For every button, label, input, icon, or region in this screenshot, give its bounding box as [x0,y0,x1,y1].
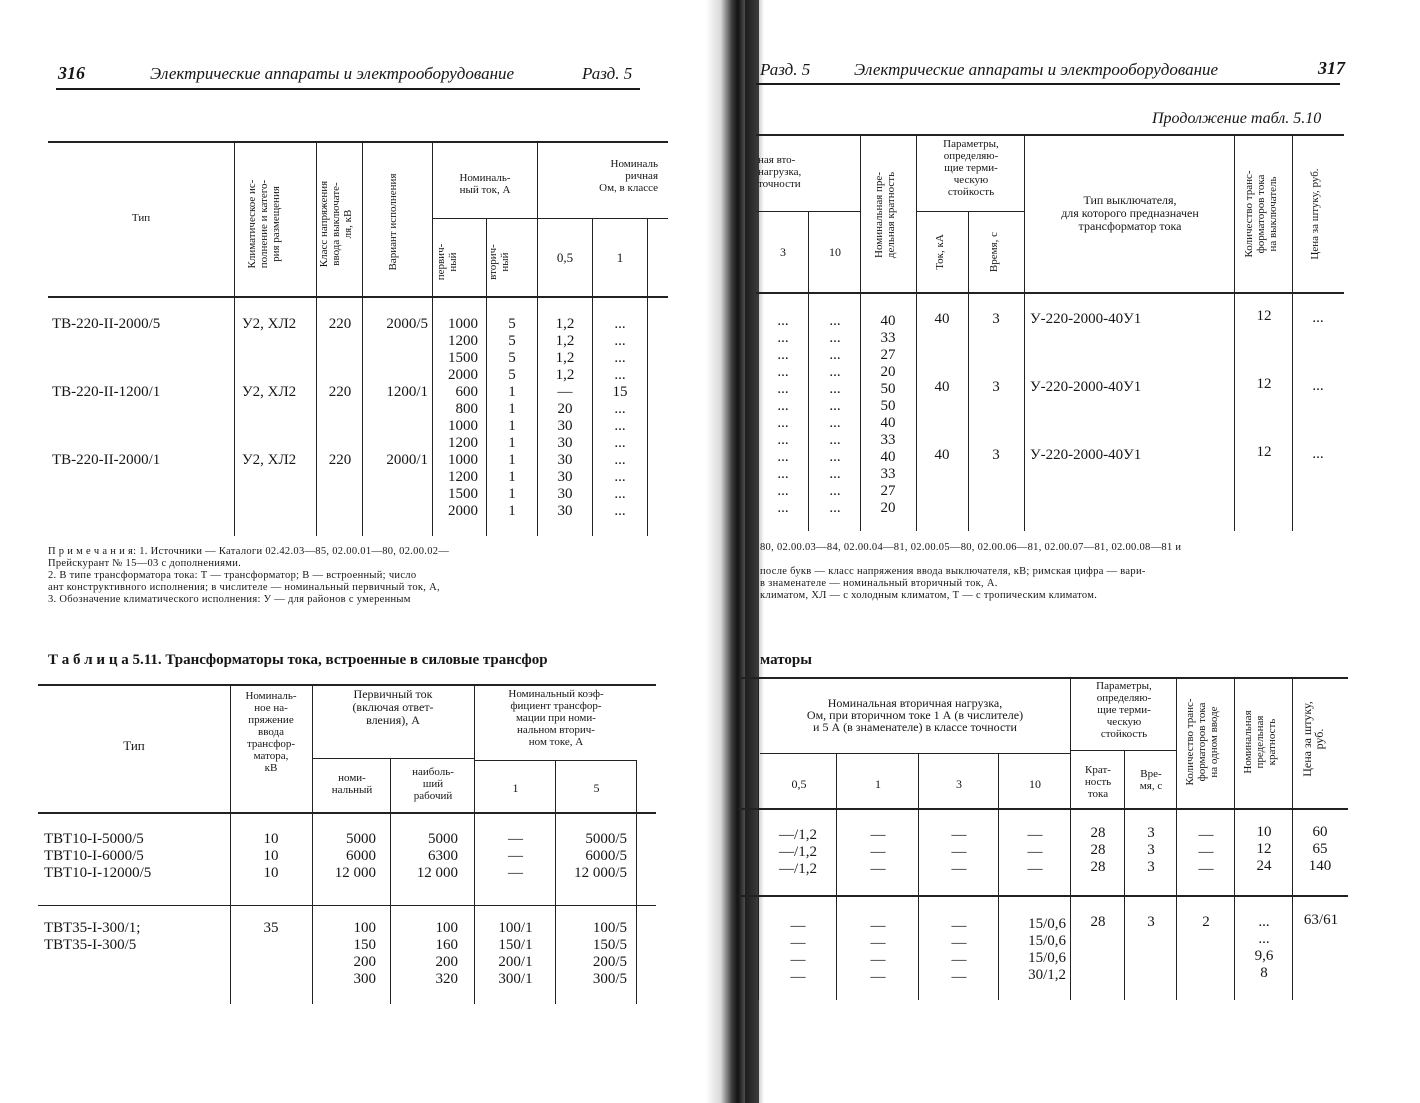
rb-group1-price: 60 65 140 [1308,824,1332,874]
b-group2-ratio-1: 100/1 150/1 200/1 300/1 [498,920,533,987]
r-price-1: ... [1312,310,1324,326]
b-group2-ratio-5: 100/5 150/5 200/5 300/5 [592,920,627,987]
rb-group1-c05: —/1,2 —/1,2 —/1,2 [779,827,817,877]
r-col-header-price: Цена за штуку, руб. [1309,168,1321,260]
left-section: Разд. 5 [582,64,633,83]
row-voltage-3: 220 [328,452,352,468]
rb-col-header-05: 0,5 [791,777,807,791]
r-breaker-3: У-220-2000-40У1 [1030,447,1142,463]
r-count-3: 12 [1256,444,1272,460]
b-group1-ratio-5: 5000/5 6000/5 12 000/5 [574,831,627,881]
rb-col-header-mult: Крат- ность тока [1084,764,1112,800]
rb-group2-c10: 15/0,6 15/0,6 15/0,6 30/1,2 [1028,916,1066,983]
rb-group1-time: 3 3 3 [1147,825,1155,875]
rb-group1-c1: — — — [870,827,886,877]
r-col-header-thermal: Параметры, определяю- щие терми- ческую стойкость [943,138,999,198]
rb-col-header-load: Номинальная вторичная нагрузка, Ом, при вторичном токе 1 А (в числителе) и 5 А (в знаменателе) в классе точности [806,696,1024,734]
row-type-3: ТВ-220-II-2000/1 [52,452,161,468]
right-header-rule [756,83,1340,85]
b-group1-types: ТВТ10-I-5000/5 ТВТ10-I-6000/5 ТВТ10-I-12000/5 [44,831,152,881]
row-type-2: ТВ-220-II-1200/1 [52,384,161,400]
rb-col-header-price: Цена за штуку, руб. [1300,701,1326,777]
secondary-current-column: 5 5 5 5 1 1 1 1 1 1 1 1 [508,316,516,519]
row-climate-3: У2, ХЛ2 [242,452,297,468]
col-header-type: Тип [131,212,151,224]
r-col-header-count: Количество транс- форматоров тока на выключатель [1243,170,1279,258]
b-col-header-primary-current: Первичный ток (включая ответ- вления), А [352,687,434,727]
rb-group2-c05: — — — — [790,918,806,985]
row-voltage-2: 220 [328,384,352,400]
rb-group1-limit: 10 12 24 [1256,824,1272,874]
b-col-header-nominal: номи- нальный [331,772,373,796]
r-breaker-1: У-220-2000-40У1 [1030,311,1142,327]
r-col-header-multiplicity: Номинальная пре- дельная кратность [873,171,897,259]
r-col-header-current-ka: Ток, кА [934,234,946,270]
left-notes: П р и м е ч а н и я: 1. Источники — Каталоги 02.42.03—85, 02.00.01—80, 02.00.02— Прейскурант № 15—03 с дополнениями. 2. В типе трансформатора тока: Т — трансформатор; В — встроенный; число ант конструктивного исполнения; в числителе — номинальный первичный ток, А, 3. Обозначение климатического исполнения: У — для районов с умеренным [48,546,450,605]
right-running-title: Электрические аппараты и электрооборудование [854,60,1219,79]
rb-group2-c1: — — — — [870,918,886,985]
rb-group1-c10: — — — [1027,827,1043,877]
rb-col-header-1: 1 [875,777,881,791]
right-section: Разд. 5 [760,60,811,79]
rb-group1-count: — — — [1198,827,1214,877]
r-col-header-load: ная вто- нагрузка, точности [758,154,802,190]
col-header-nominal-load: Номиналь ричная Ом, в классе [599,158,658,194]
b-group1-nominal: 5000 6000 12 000 [334,831,376,881]
b-col-header-max-working: наиболь- ший рабочий [412,766,454,802]
b-group1-voltage: 10 10 10 [263,831,279,881]
r-price-2: ... [1312,378,1324,394]
left-header-rule [56,88,640,90]
col-header-variant: Вариант исполнения [387,173,399,271]
primary-current-column: 1000 1200 1500 2000 600 800 1000 1200 1000 1200 1500 2000 [448,316,478,519]
row-climate-2: У2, ХЛ2 [242,384,297,400]
b-col-header-ratio-5: 5 [593,781,600,795]
r-col-header-time: Время, с [988,231,1000,273]
r-multiplicity-column: 40 33 27 20 50 50 40 33 40 33 27 20 [880,313,896,516]
col-header-class-1: 1 [616,250,624,265]
r-count-1: 12 [1256,308,1272,324]
row-variant-3: 2000/1 [386,452,428,468]
r-col-header-10: 10 [829,245,841,259]
r-dots-10-column: ... ... ... ... ... ... ... ... ... ... ... ... [829,313,841,516]
col-header-secondary: вторич- ный [487,244,511,280]
rb-col-header-thermal: Параметры, определяю- щие терми- ческую стойкость [1096,680,1152,740]
rb-group2-price: 63/61 [1303,912,1339,928]
rb-group2-limit: ... ... 9,6 8 [1254,914,1274,981]
rb-group2-count: 2 [1202,914,1210,930]
row-voltage-1: 220 [328,316,352,332]
col-header-climate: Климатическое ис- полнение и катего- рия размещения [246,179,282,269]
row-type-1: ТВ-220-II-2000/5 [52,316,161,332]
r-price-3: ... [1312,446,1324,462]
left-running-title: Электрические аппараты и электрооборудование [150,64,515,83]
b-group1-ratio-1: — — — [508,831,523,881]
right-page-number: 317 [1318,58,1345,78]
table-5-11-title-tail: маторы [760,652,812,668]
b-group2-max: 100 160 200 320 [435,920,458,987]
col-header-voltage: Класс напряжения ввода выключате- ля, кВ [318,180,354,268]
class-05-column: 1,2 1,2 1,2 1,2 — 20 30 30 30 30 30 30 [555,316,575,519]
rb-group2-mult: 28 [1090,914,1106,930]
table-5-11-title: Т а б л и ц а 5.11. Трансформаторы тока, встроенные в силовые трансфор [48,652,548,668]
left-page-number: 316 [58,63,85,83]
col-header-class-05: 0,5 [556,250,574,265]
b-group2-types: ТВТ35-I-300/1; ТВТ35-I-300/5 [44,920,141,953]
r-count-2: 12 [1256,376,1272,392]
b-col-header-ratio-1: 1 [512,781,519,795]
rb-col-header-3: 3 [956,777,962,791]
b-group2-voltage: 35 [263,920,279,936]
r-time-2: 3 [992,379,1000,395]
b-col-header-voltage: Номиналь- ное на- пряжение ввода трансфор- матора, кВ [245,690,297,774]
rb-group1-mult: 28 28 28 [1090,825,1106,875]
r-time-3: 3 [992,447,1000,463]
rb-group2-time: 3 [1147,914,1155,930]
r-time-1: 3 [992,311,1000,327]
col-header-nominal-current: Номиналь- ный ток, А [459,172,511,196]
rb-group2-c3: — — — — [951,918,967,985]
r-ka-2: 40 [934,379,950,395]
row-variant-2: 1200/1 [386,384,428,400]
rb-group1-c3: — — — [951,827,967,877]
continuation-label: Продолжение табл. 5.10 [1152,110,1322,127]
rb-col-header-time: Вре- мя, с [1139,768,1163,792]
right-notes-rest: после букв — класс напряжения ввода выключателя, кВ; римская цифра — вари- в знаменателе — номинальный вторичный ток, А. климатом, ХЛ — с холодным климатом, Т — с тропическим климатом. [760,566,1146,601]
rb-col-header-10: 10 [1029,777,1041,791]
right-notes-line1: 80, 02.00.03—84, 02.00.04—81, 02.00.05—80, 02.00.06—81, 02.00.07—81, 02.00.08—81 и [760,542,1182,553]
row-variant-1: 2000/5 [386,316,428,332]
col-header-primary: первич- ный [435,243,459,281]
r-dots-3-column: ... ... ... ... ... ... ... ... ... ... ... ... [777,313,789,516]
class-1-column: ... ... ... ... 15 ... ... ... ... ... ... ... [612,316,628,519]
r-ka-1: 40 [934,311,950,327]
book-gutter-fold [745,0,759,1103]
r-col-header-3: 3 [780,245,786,259]
b-group1-max: 5000 6300 12 000 [416,831,458,881]
b-col-header-ratio: Номинальный коэф- фициент трансфор- мации при номи- нальном вторич- ном токе, А [508,688,604,748]
b-col-header-type: Тип [123,738,145,753]
rb-col-header-count: Количество транс- форматоров тока на одном вводе [1184,698,1220,786]
r-ka-3: 40 [934,447,950,463]
b-group2-nominal: 100 150 200 300 [353,920,376,987]
rb-col-header-limit: Номинальная предельная кратность [1242,710,1278,774]
row-climate-1: У2, ХЛ2 [242,316,297,332]
r-breaker-2: У-220-2000-40У1 [1030,379,1142,395]
r-col-header-breaker: Тип выключателя, для которого предназначен трансформатор тока [1061,193,1199,233]
